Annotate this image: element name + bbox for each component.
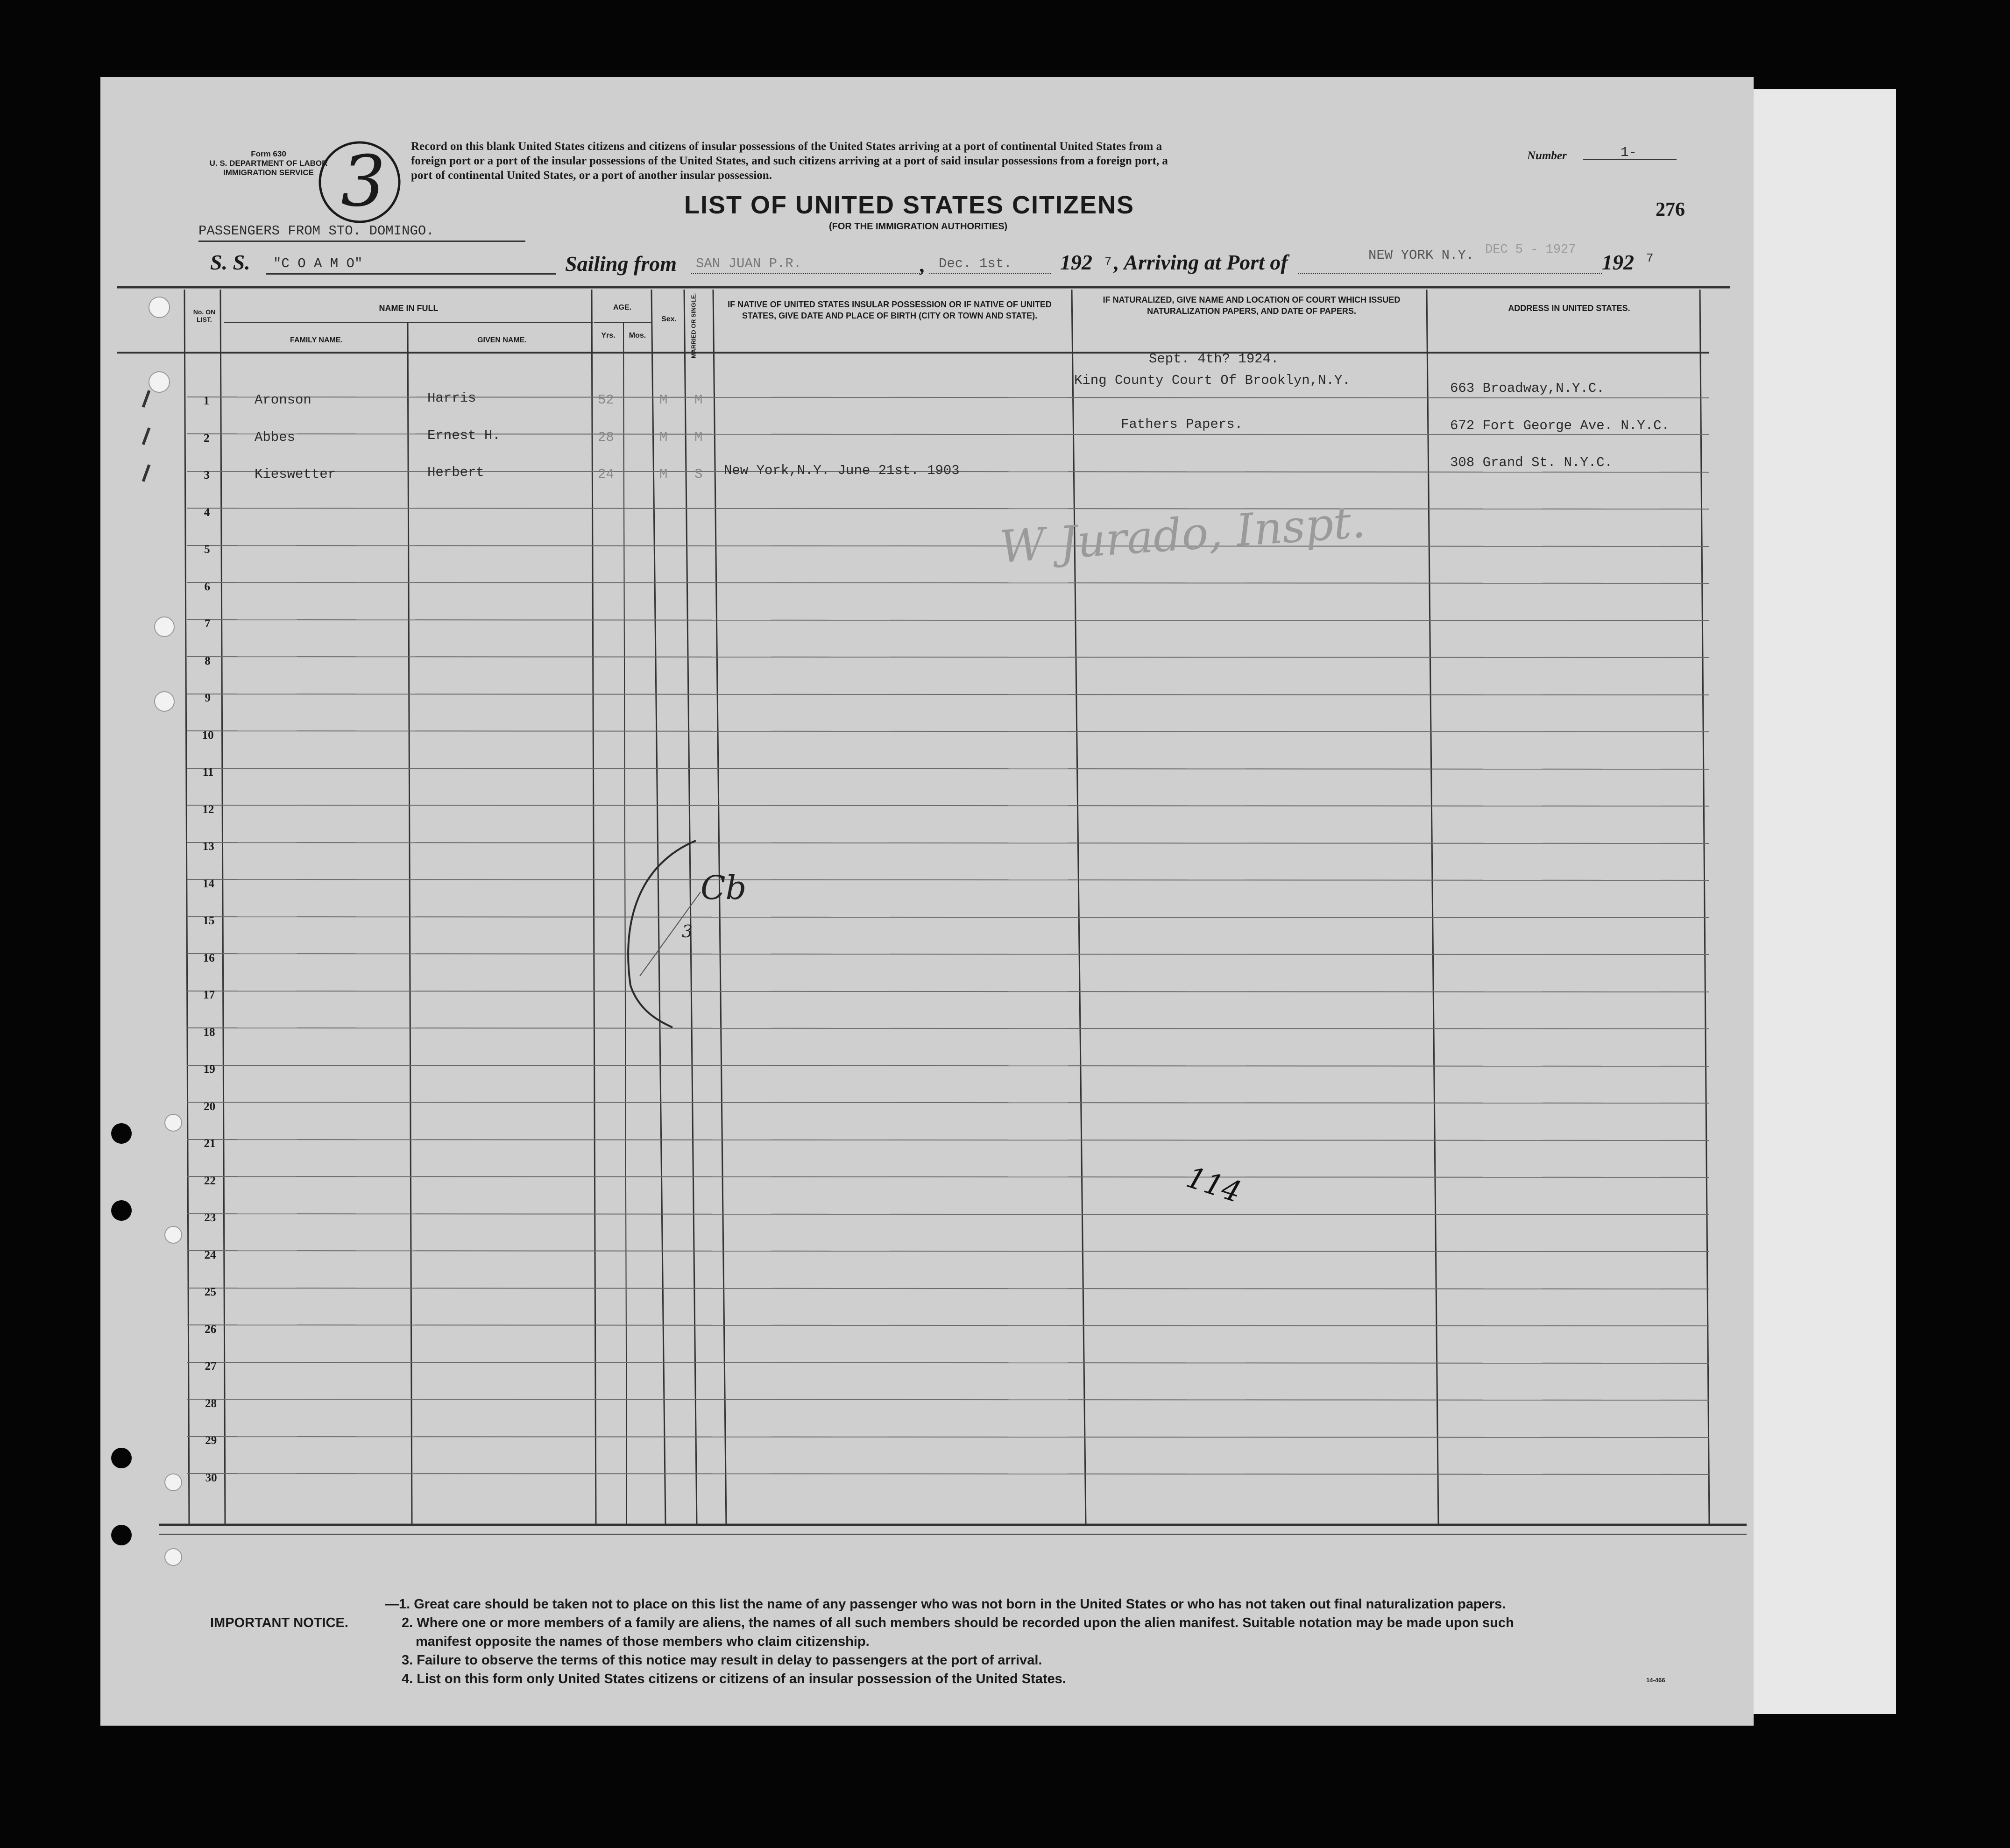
marital-status-cell: S — [694, 467, 703, 482]
row-number: 5 — [204, 543, 210, 556]
marital-status-cell: M — [694, 430, 703, 445]
row-number: 16 — [203, 952, 215, 964]
age-years-cell: 28 — [598, 430, 614, 445]
sailing-from-port: SAN JUAN P.R. — [696, 256, 802, 271]
row-number: 11 — [202, 766, 214, 779]
arriving-label: , Arriving at Port of — [1114, 250, 1288, 274]
family-name-cell: Aronson — [255, 392, 311, 408]
number-label: Number — [1527, 149, 1567, 162]
sailing-from-label: Sailing from — [565, 252, 677, 276]
col-header-given: GIVEN NAME. — [477, 336, 527, 344]
circled-number: 3 — [341, 141, 386, 222]
sailing-date: Dec. 1st. — [939, 256, 1012, 271]
row-number: 29 — [205, 1434, 217, 1447]
marital-status-cell: M — [694, 392, 703, 408]
notice-heading: IMPORTANT NOTICE. — [210, 1615, 348, 1630]
col-header-naturalized: IF NATURALIZED, GIVE NAME AND LOCATION OF COURT WHICH ISSUED NATURALIZATION PAPERS, AND DATE OF PAPERS. — [1103, 295, 1401, 316]
page-number: 276 — [1656, 199, 1685, 220]
row-number: 30 — [205, 1472, 217, 1484]
given-name-cell: Herbert — [427, 465, 484, 480]
comma: , — [920, 253, 926, 276]
date-stamp: DEC 5 - 1927 — [1485, 243, 1576, 257]
address-cell: 672 Fort George Ave. N.Y.C. — [1450, 418, 1670, 433]
row-number: 7 — [204, 617, 211, 630]
pencil-scribble-3: 3 — [682, 922, 693, 942]
row-number: 24 — [204, 1249, 216, 1261]
year-prefix-2: 192 — [1602, 250, 1634, 274]
row-number: 28 — [205, 1397, 217, 1410]
address-cell: 308 Grand St. N.Y.C. — [1450, 455, 1613, 470]
age-years-cell: 24 — [598, 467, 614, 482]
col-header-sex: Sex. — [661, 315, 677, 323]
naturalization-note-cell: Fathers Papers. — [1121, 417, 1243, 432]
page-subtitle: (FOR THE IMMIGRATION AUTHORITIES) — [829, 221, 1008, 232]
col-header-mos: Mos. — [629, 332, 646, 340]
page-title: LIST OF UNITED STATES CITIZENS — [684, 191, 1134, 219]
row-number: 1 — [203, 395, 210, 407]
department-name: U. S. DEPARTMENT OF LABOR — [209, 159, 328, 168]
row-number: 22 — [204, 1175, 216, 1187]
sex-cell: M — [659, 430, 668, 445]
row-number: 25 — [204, 1286, 216, 1298]
row-number: 17 — [203, 989, 215, 1001]
number-value: 1- — [1621, 145, 1637, 160]
year-digit-1: 7 — [1104, 255, 1112, 269]
row-number: 18 — [203, 1026, 215, 1039]
notice-item-4: 4. List on this form only United States citizens or citizens of an insular possession of the United States. — [402, 1671, 1066, 1686]
row-number: 14 — [203, 878, 215, 890]
col-header-name: NAME IN FULL — [379, 304, 439, 313]
row-number: 20 — [204, 1100, 216, 1113]
row-number: 10 — [202, 729, 214, 742]
row-number: 15 — [203, 914, 215, 927]
row-number: 9 — [205, 692, 211, 704]
ss-label: S. S. — [210, 250, 250, 274]
service-name: IMMIGRATION SERVICE — [223, 168, 314, 177]
notice-item-1: —1. Great care should be taken not to place on this list the name of any passenger who was not born in the United States or who has not taken out final naturalization papers. — [385, 1597, 1506, 1612]
sex-cell: M — [659, 467, 668, 482]
notice-item-2a: 2. Where one or more members of a family are aliens, the names of all such members should be recorded upon the alien manifest. Suitable notation may be made upon such — [402, 1615, 1514, 1630]
faint-signature: W Jurado, Inspt. — [998, 496, 1367, 574]
handwritten-114: 114 — [1182, 1160, 1246, 1210]
col-header-no: No. ON LIST. — [193, 308, 216, 323]
row-number: 6 — [204, 581, 210, 593]
col-header-native: IF NATIVE OF UNITED STATES INSULAR POSSESSION OR IF NATIVE OF UNITED STATES, GIVE DATE AND PLACE OF BIRTH (CITY OR TOWN AND STATE). — [728, 300, 1052, 320]
row-number: 4 — [204, 506, 210, 519]
sex-cell: M — [659, 392, 668, 408]
naturalization-court-cell: King County Court Of Brooklyn,N.Y. — [1074, 373, 1351, 388]
row-number: 12 — [202, 803, 214, 816]
row-number: 19 — [203, 1063, 215, 1076]
row-number: 2 — [204, 432, 210, 445]
notice-item-2b: manifest opposite the names of those members who claim citizenship. — [416, 1634, 870, 1649]
year-prefix-1: 192 — [1060, 250, 1092, 274]
row-number: 8 — [205, 655, 211, 667]
form-number: Form 630 — [251, 149, 286, 158]
year-digit-2: 7 — [1646, 251, 1654, 265]
print-code: 14-466 — [1646, 1677, 1665, 1684]
row-number: 13 — [202, 840, 214, 853]
row-number: 3 — [204, 469, 210, 481]
ship-name: "C O A M O" — [273, 256, 363, 271]
col-header-family: FAMILY NAME. — [290, 336, 343, 344]
given-name-cell: Harris — [427, 390, 476, 406]
family-name-cell: Kieswetter — [255, 467, 336, 482]
passengers-from: PASSENGERS FROM STO. DOMINGO. — [198, 223, 434, 239]
col-header-yrs: Yrs. — [601, 332, 616, 340]
row-number: 26 — [205, 1323, 217, 1336]
row-number: 27 — [205, 1360, 217, 1373]
family-name-cell: Abbes — [255, 430, 296, 445]
notice-item-3: 3. Failure to observe the terms of this notice may result in delay to passengers at the port of arrival. — [402, 1653, 1042, 1668]
row-number: 21 — [204, 1137, 216, 1150]
age-years-cell: 52 — [598, 392, 614, 408]
row-number: 23 — [204, 1211, 216, 1224]
birth-place-cell: New York,N.Y. June 21st. 1903 — [724, 463, 960, 478]
col-header-married: MARRIED OR SINGLE. — [690, 293, 697, 359]
given-name-cell: Ernest H. — [427, 428, 501, 443]
record-instruction: Record on this blank United States citizens and citizens of insular possessions of the United States arriving at a port of continental United States from a foreign port or a port of the insular possessions of the United States, and such citizens arriving at a port of said insular possessions from a foreign port, a port of continental United States, or a port of another insular possession. — [411, 140, 1168, 182]
col-header-age: AGE. — [613, 304, 632, 312]
pencil-scribble: Cb — [701, 869, 747, 907]
col-header-address: ADDRESS IN UNITED STATES. — [1508, 304, 1630, 313]
arriving-port: NEW YORK N.Y. — [1368, 248, 1474, 263]
naturalization-date-cell: Sept. 4th? 1924. — [1149, 351, 1279, 367]
address-cell: 663 Broadway,N.Y.C. — [1450, 381, 1605, 396]
